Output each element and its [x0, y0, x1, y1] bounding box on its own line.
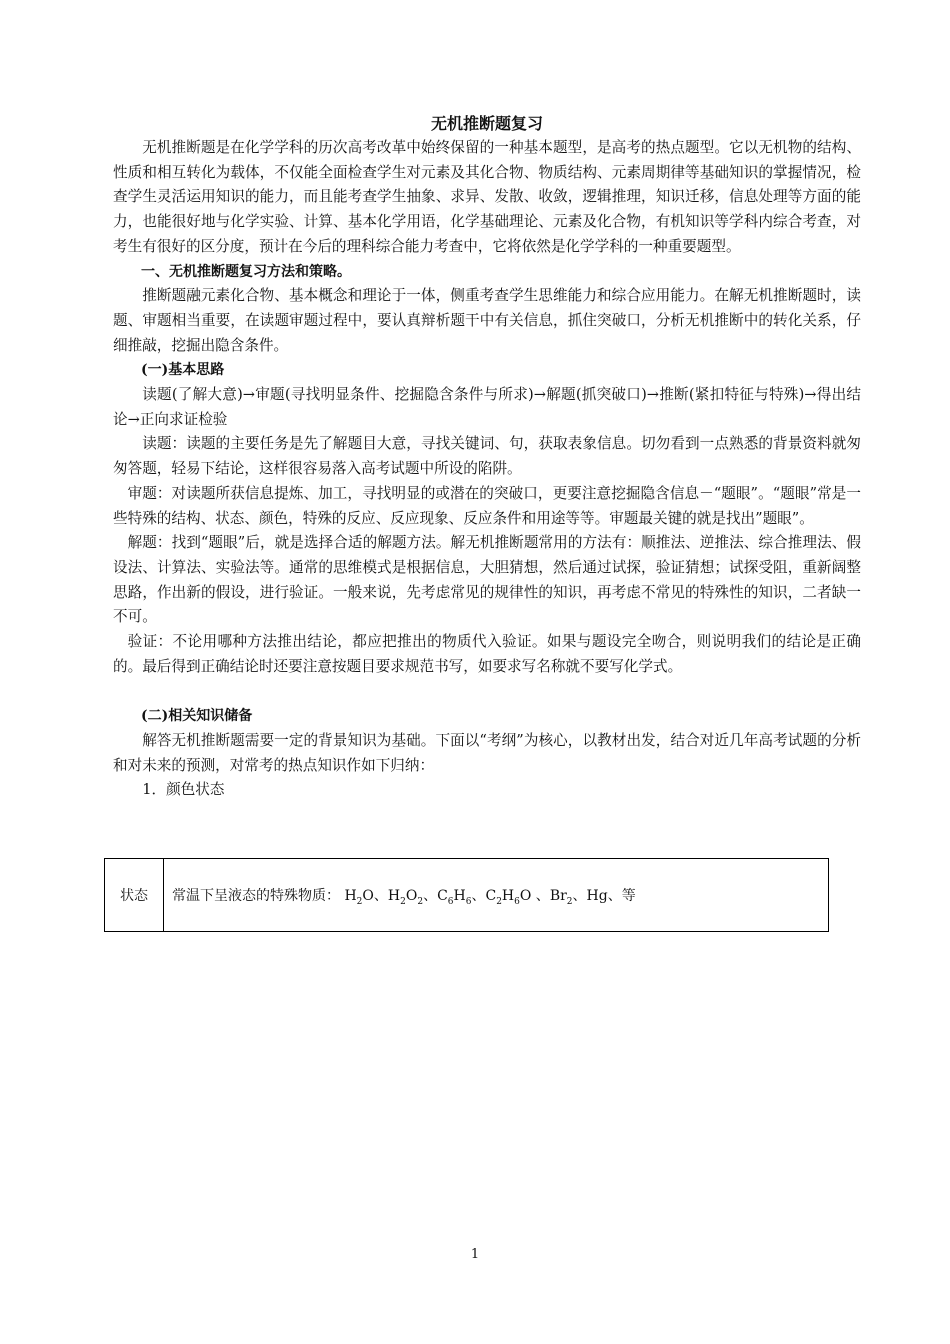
- substance-list-suffix: 等: [621, 888, 636, 904]
- chemical-formula: Hg: [586, 888, 608, 904]
- page-number: 1: [470, 1247, 480, 1262]
- chemical-formula: $C_6H_6$: [437, 888, 472, 907]
- strategy-paragraph: 推断题融元素化合物、基本概念和理论于一体，侧重考查学生思维能力和综合应用能力。在解无机推断题时，读题、审题相当重要，在读题审题过程中，要认真辩析题干中有关信息，抓住突破口，分析无机推断中的转化关系，仔细推敲，挖掘出隐含条件。: [113, 287, 861, 354]
- substance-list: $H_2O$、$H_2O_2$、$C_6H_6$、$C_2H_6O$ 、$Br_2$、Hg、等: [344, 888, 636, 907]
- subsection-heading-basic: (一)基本思路: [141, 362, 225, 379]
- chemical-formula: $C_2H_6O$: [485, 888, 532, 907]
- subsection-heading-knowledge: (二)相关知识储备: [141, 708, 253, 725]
- document-page: [113, 112, 861, 907]
- solve-paragraph: 解题：找到“题眼”后，就是选择合适的解题方法。解无机推断题常用的方法有：顺推法、逆推法、综合推理法、假设法、计算法、实验法等。通常的思维模式是根据信息，大胆猜想，然后通过试探，验证猜想；试探受阻，重新阔整思路，作出新的假设，进行验证。一般来说，先考虑常见的规律性的知识，再考虑不常见的特殊性的知识，二者缺一不可。: [113, 534, 861, 626]
- document-title: 无机推断题复习: [430, 114, 543, 133]
- chemical-formula: $Br_2$: [549, 888, 573, 907]
- read-paragraph: 读题：读题的主要任务是先了解题目大意，寻找关键词、句，获取表象信息。切勿看到一点熟悉的背景资料就匆匆答题，轻易下结论，这样很容易落入高考试题中所设的陷阱。: [113, 435, 861, 478]
- table-content-cell: [164, 859, 829, 932]
- blank-line: [113, 679, 861, 704]
- verify-paragraph: 验证：不论用哪种方法推出结论，都应把推出的物质代入验证。如果与题设完全吻合，则说明我们的结论是正确的。最后得到正确结论时还要注意按题目要求规范书写，如要求写名称就不要写化学式。: [113, 633, 861, 675]
- knowledge-paragraph: 解答无机推断题需要一定的背景知识为基础。下面以“考纲”为核心，以教材出发，结合对近几年高考试题的分析和对未来的预测，对常考的热点知识作如下归纳：: [113, 731, 861, 774]
- table-row: [105, 859, 829, 932]
- liquid-substances-prefix: 常温下呈液态的特殊物质：: [172, 888, 340, 904]
- intro-paragraph: 无机推断题是在化学学科的历次高考改革中始终保留的一种基本题型，是高考的热点题型。它以无机物的结构、性质和相互转化为载体，不仅能全面检查学生对元素及其化合物、物质结构、元素周期律等基础知识的掌握情况，检查学生灵活运用知识的能力，而且能考查学生抽象、求异、发散、收敛，逻辑推理，知识迁移，信息处理等方面的能力，也能很好地与化学实验、计算、基本化学用语，化学基础理论、元素及化合物，有机知识等学科内综合考查，对考生有很好的区分度，预计在今后的理科综合能力考查中，它将依然是化学学科的一种重要题型。: [113, 139, 861, 255]
- list-item-color-state: 1．颜色状态: [142, 781, 225, 799]
- state-table: [104, 858, 829, 932]
- table-label-cell: 状态: [105, 859, 164, 932]
- chemical-formula: $H_2O_2$: [387, 888, 424, 907]
- flow-paragraph: 读题(了解大意)→审题(寻找明显条件、挖掘隐含条件与所求)→解题(抓突破口)→推断(紧扣特征与特殊)→得出结论→正向求证检验: [113, 386, 861, 428]
- review-paragraph: 审题：对读题所获信息提炼、加工，寻找明显的或潜在的突破口，更要注意挖掘隐含信息－“题眼”。“题眼”常是一些特殊的结构、状态、颜色，特殊的反应、反应现象、反应条件和用途等等。审题最关键的就是找出”题眼”。: [113, 484, 861, 527]
- chemical-formula: $H_2O$: [344, 888, 374, 907]
- section-heading: 一、无机推断题复习方法和策略。: [141, 263, 351, 280]
